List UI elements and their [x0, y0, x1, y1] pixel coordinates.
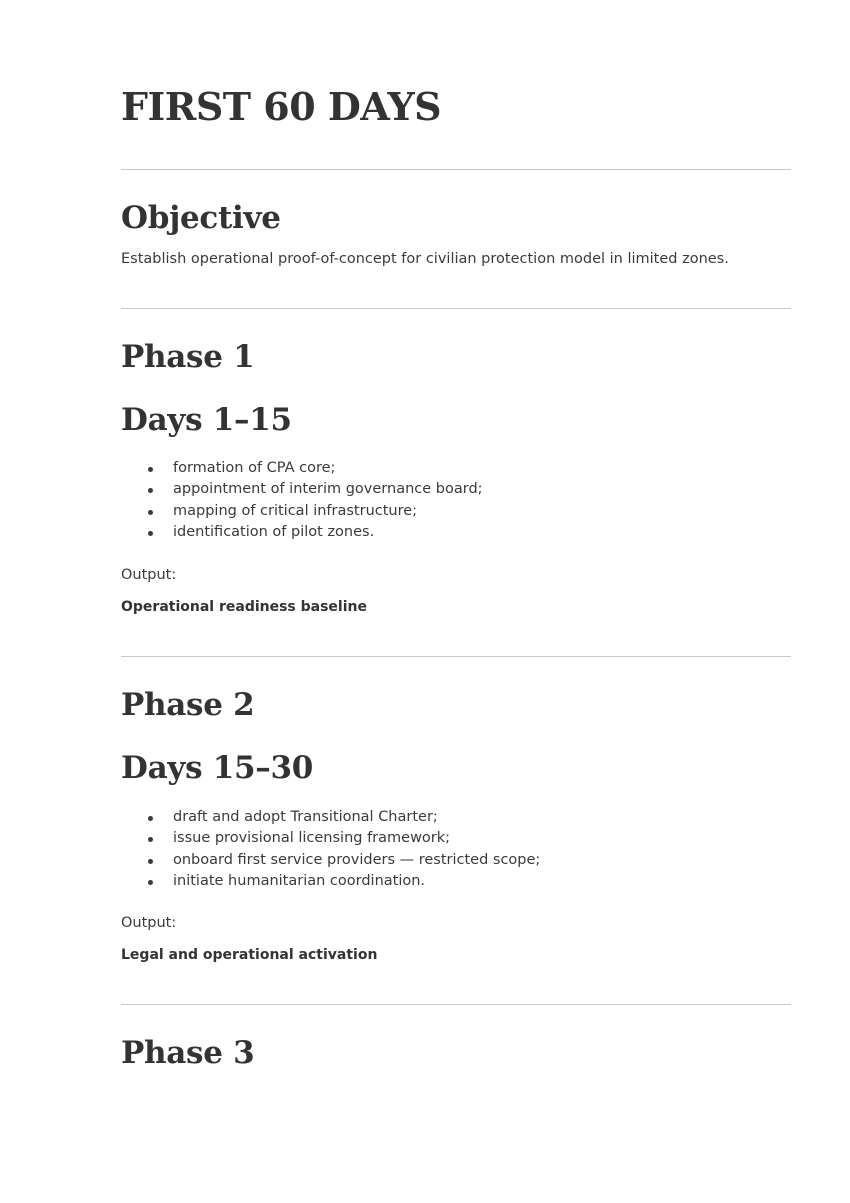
objective-heading: Objective — [121, 200, 281, 236]
list-item: draft and adopt Transitional Charter; — [121, 807, 540, 828]
list-item: onboard first service providers — restricted scope; — [121, 850, 540, 871]
list-item: mapping of critical infrastructure; — [121, 501, 483, 522]
phase-1-days: Days 1–15 — [121, 402, 292, 438]
list-item: formation of CPA core; — [121, 458, 483, 479]
list-item: identification of pilot zones. — [121, 522, 483, 543]
phase-1-output-label: Output: — [121, 567, 177, 583]
page-title: FIRST 60 DAYS — [121, 84, 442, 129]
list-item: initiate humanitarian coordination. — [121, 871, 540, 892]
phase-2-output-label: Output: — [121, 915, 177, 931]
phase-2-days: Days 15–30 — [121, 750, 314, 786]
section-divider — [121, 169, 791, 170]
phase-2-output-value: Legal and operational activation — [121, 947, 378, 963]
phase-1-output-value: Operational readiness baseline — [121, 599, 367, 615]
phase-1-task-list — [121, 458, 483, 543]
phase-3-heading: Phase 3 — [121, 1035, 255, 1071]
section-divider — [121, 1004, 791, 1005]
bullet-icon — [148, 837, 153, 842]
phase-1-heading: Phase 1 — [121, 339, 255, 375]
section-divider — [121, 308, 791, 309]
bullet-icon — [148, 467, 153, 472]
bullet-icon — [148, 880, 153, 885]
list-item: appointment of interim governance board; — [121, 479, 483, 500]
bullet-icon — [148, 510, 153, 515]
bullet-icon — [148, 816, 153, 821]
bullet-icon — [148, 859, 153, 864]
bullet-icon — [148, 488, 153, 493]
list-item: issue provisional licensing framework; — [121, 828, 540, 849]
phase-2-task-list — [121, 807, 540, 892]
objective-text: Establish operational proof-of-concept for civilian protection model in limited zones. — [121, 251, 729, 267]
phase-2-heading: Phase 2 — [121, 687, 255, 723]
section-divider — [121, 656, 791, 657]
bullet-icon — [148, 531, 153, 536]
